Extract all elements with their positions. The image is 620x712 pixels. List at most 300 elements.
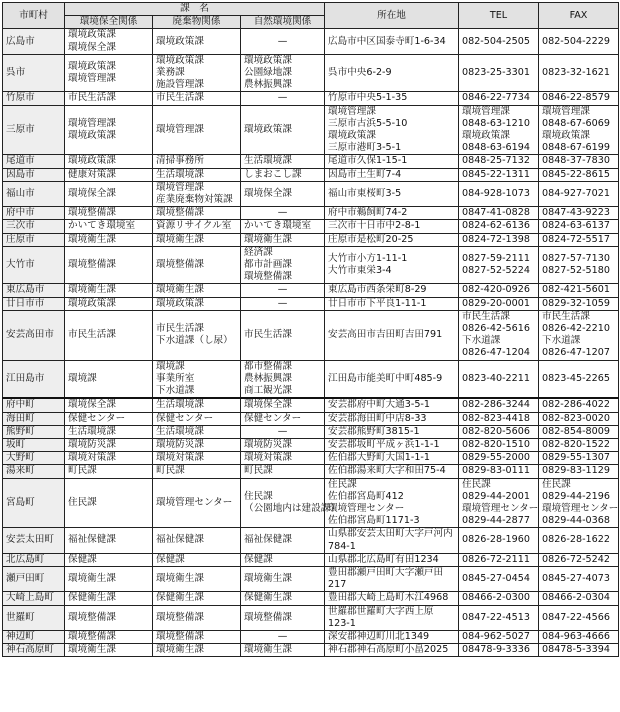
cell-line: 環境整備課 xyxy=(244,611,292,623)
fax-cell xyxy=(539,181,619,206)
nature-cell xyxy=(241,246,325,284)
cell-line: 環境管理課 xyxy=(68,73,116,85)
waste-cell xyxy=(153,92,241,105)
cell-line: 環境整備課 xyxy=(156,207,204,219)
cell-line: 健康対策課 xyxy=(68,168,116,180)
cell-line: 環境衛生課 xyxy=(244,233,292,245)
cell-line: 環境衛生課 xyxy=(156,573,204,585)
table-row xyxy=(3,644,619,657)
cell-line: 下水道課 xyxy=(156,385,195,397)
tel-cell xyxy=(459,528,539,553)
nature-cell xyxy=(241,605,325,630)
table-row xyxy=(3,438,619,451)
address-cell xyxy=(325,360,459,398)
city-cell: 大崎上島町 xyxy=(3,592,65,605)
cell-line: 08478-5-3394 xyxy=(542,644,610,656)
nature-cell xyxy=(241,168,325,181)
cell-line: 安芸郡海田町中店8-33 xyxy=(328,412,427,424)
cell-line: 0845-22-8615 xyxy=(542,168,610,180)
fax-cell xyxy=(539,452,619,465)
nature-cell xyxy=(241,465,325,478)
waste-cell xyxy=(153,207,241,220)
header-tel: TEL xyxy=(459,3,539,29)
env-conservation-cell xyxy=(65,644,153,657)
city-cell: 尾道市 xyxy=(3,155,65,168)
cell-line: 環境政策課 xyxy=(68,29,116,41)
cell-line: 環境課 xyxy=(156,360,185,372)
waste-cell xyxy=(153,284,241,297)
waste-cell xyxy=(153,566,241,591)
nature-cell xyxy=(241,478,340,528)
cell-line: 尾道市久保1-15-1 xyxy=(328,155,408,167)
address-cell xyxy=(325,478,459,528)
nature-cell xyxy=(241,233,325,246)
table-row xyxy=(3,207,619,220)
cell-line: 084-928-1073 xyxy=(462,187,530,199)
cell-line: 環境保全課 xyxy=(68,187,116,199)
cell-line: 環境整備課 xyxy=(68,259,116,271)
cell-line: 082-420-0926 xyxy=(462,284,530,296)
cell-line: 佐伯郡宮島町412 xyxy=(328,490,404,502)
nature-cell xyxy=(241,412,325,425)
cell-line: 環境政策課 xyxy=(68,130,116,142)
office-directory-table xyxy=(2,2,619,657)
cell-line: 廿日市市下平良1-11-1 xyxy=(328,297,427,309)
cell-line: 山県郡安芸太田町大字戸河内784-1 xyxy=(328,528,453,552)
nature-cell xyxy=(241,220,325,233)
cell-line: 保健課 xyxy=(156,553,185,565)
cell-line: 0823-32-1621 xyxy=(542,67,610,79)
cell-line: 環境整備課 xyxy=(68,611,116,623)
env-conservation-cell xyxy=(65,105,153,155)
cell-line: 0845-27-4073 xyxy=(542,573,610,585)
cell-line: 保健課 xyxy=(244,553,273,565)
cell-line: 0826-47-1204 xyxy=(462,347,530,359)
address-cell xyxy=(325,425,459,438)
cell-line: 0829-55-1307 xyxy=(542,452,610,464)
cell-line: 東広島市西条栄町8-29 xyxy=(328,284,427,296)
waste-cell xyxy=(153,528,241,553)
table-row xyxy=(3,246,619,284)
cell-line: 市民生活課 xyxy=(156,323,204,335)
cell-line: 豊田郡大崎上島町木江4968 xyxy=(328,592,449,604)
table-row xyxy=(3,360,619,398)
cell-line: 環境整備課 xyxy=(68,207,116,219)
nature-cell xyxy=(241,105,325,155)
cell-line: 環境衛生課 xyxy=(156,644,204,656)
fax-cell xyxy=(539,233,619,246)
cell-line: 082-504-2505 xyxy=(462,35,530,47)
cell-line: 経済課 xyxy=(244,246,273,258)
address-cell xyxy=(325,465,459,478)
cell-line: 市民生活課 xyxy=(462,310,510,322)
table-row xyxy=(3,566,619,591)
cell-line: 0829-83-0111 xyxy=(462,465,530,477)
cell-line: — xyxy=(277,284,288,296)
tel-cell xyxy=(459,168,539,181)
cell-line: 佐伯郡宮島町1171-3 xyxy=(328,515,420,527)
tel-cell xyxy=(459,297,539,310)
cell-line: 農林振興課 xyxy=(244,372,292,384)
cell-line: 産業廃棄物対策課 xyxy=(156,194,233,206)
tel-cell xyxy=(459,220,539,233)
fax-cell xyxy=(539,220,619,233)
cell-line: 環境政策課 xyxy=(68,155,116,167)
cell-line: — xyxy=(277,92,288,104)
env-conservation-cell xyxy=(65,553,153,566)
nature-cell xyxy=(241,425,325,438)
cell-line: 0824-72-5517 xyxy=(542,233,610,245)
env-conservation-cell xyxy=(65,220,153,233)
address-cell xyxy=(325,630,459,643)
cell-line: 環境対策課 xyxy=(244,452,292,464)
tel-cell xyxy=(459,155,539,168)
city-cell: 瀬戸田町 xyxy=(3,566,65,591)
nature-cell xyxy=(241,310,325,360)
address-cell xyxy=(325,246,459,284)
cell-line: 下水道課 xyxy=(462,335,501,347)
cell-line: 環境対策課 xyxy=(156,452,204,464)
address-cell xyxy=(325,528,459,553)
city-cell: 東広島市 xyxy=(3,284,65,297)
cell-line: （公園地内は建設課） xyxy=(244,502,340,514)
fax-cell xyxy=(539,297,619,310)
fax-cell xyxy=(539,644,619,657)
cell-line: 呉市中央6-2-9 xyxy=(328,67,392,79)
cell-line: 生活環境課 xyxy=(68,425,116,437)
cell-line: 環境衛生課 xyxy=(68,644,116,656)
env-conservation-cell xyxy=(65,425,153,438)
cell-line: 環境管理課 xyxy=(68,117,116,129)
cell-line: — xyxy=(277,630,288,642)
address-cell xyxy=(325,592,459,605)
cell-line: 082-820-1510 xyxy=(462,438,530,450)
waste-cell xyxy=(153,592,241,605)
city-cell: 竹原市 xyxy=(3,92,65,105)
cell-line: 0829-44-2877 xyxy=(462,515,530,527)
address-cell xyxy=(325,220,459,233)
cell-line: 0829-44-2196 xyxy=(542,490,610,502)
cell-line: 安芸高田市吉田町吉田791 xyxy=(328,329,443,341)
env-conservation-cell xyxy=(65,284,153,297)
cell-line: 下水道課 xyxy=(542,335,581,347)
cell-line: 環境政策課 xyxy=(462,130,510,142)
cell-line: 庄原市是松町20-25 xyxy=(328,233,414,245)
nature-cell xyxy=(241,438,325,451)
city-cell: 府中市 xyxy=(3,207,65,220)
address-cell xyxy=(325,452,459,465)
city-cell: 宮島町 xyxy=(3,478,65,528)
fax-cell xyxy=(539,566,619,591)
nature-cell xyxy=(241,207,325,220)
fax-cell xyxy=(539,246,619,284)
env-conservation-cell xyxy=(65,360,153,398)
cell-line: 0845-22-1311 xyxy=(462,168,530,180)
cell-line: 0824-63-6137 xyxy=(542,220,610,232)
table-row xyxy=(3,220,619,233)
cell-line: 0823-25-3301 xyxy=(462,67,530,79)
cell-line: しまおこし課 xyxy=(244,168,302,180)
city-cell: 神辺町 xyxy=(3,630,65,643)
cell-line: 環境整備課 xyxy=(156,611,204,623)
cell-line: 保健課 xyxy=(68,553,97,565)
tel-cell xyxy=(459,644,539,657)
cell-line: 下水道課（し尿） xyxy=(156,335,233,347)
table-row xyxy=(3,54,619,92)
cell-line: 三次市十日市中2-8-1 xyxy=(328,220,421,232)
fax-cell xyxy=(539,412,619,425)
cell-line: 環境整備課 xyxy=(244,271,292,283)
cell-line: 町民課 xyxy=(244,465,273,477)
cell-line: 都市整備課 xyxy=(244,360,292,372)
cell-line: 業務課 xyxy=(156,67,185,79)
cell-line: 商工観光課 xyxy=(244,385,292,397)
nature-cell xyxy=(241,284,325,297)
env-conservation-cell xyxy=(65,438,153,451)
address-cell xyxy=(325,54,459,92)
city-cell: 北広島町 xyxy=(3,553,65,566)
address-cell xyxy=(325,233,459,246)
cell-line: 0826-72-5242 xyxy=(542,553,610,565)
cell-line: 環境政策課 xyxy=(244,123,292,135)
waste-cell xyxy=(153,220,241,233)
waste-cell xyxy=(153,155,241,168)
header-city: 市町村 xyxy=(3,3,65,29)
nature-cell xyxy=(241,297,325,310)
tel-cell xyxy=(459,425,539,438)
cell-line: 福山市東桜町3-5 xyxy=(328,187,402,199)
address-cell xyxy=(325,92,459,105)
header-env-conservation: 環境保全関係 xyxy=(65,16,153,29)
header-waste: 廃棄物関係 xyxy=(153,16,241,29)
cell-line: 住民課 xyxy=(328,478,357,490)
nature-cell xyxy=(241,181,325,206)
fax-cell xyxy=(539,207,619,220)
table-row xyxy=(3,605,619,630)
cell-line: 環境政策課 xyxy=(156,54,204,66)
waste-cell xyxy=(153,398,241,412)
cell-line: 環境衛生課 xyxy=(156,233,204,245)
cell-line: 環境防災課 xyxy=(244,438,292,450)
tel-cell xyxy=(459,412,539,425)
cell-line: 0827-52-5180 xyxy=(542,265,610,277)
cell-line: 082-823-0020 xyxy=(542,412,610,424)
cell-line: 0848-67-6069 xyxy=(542,117,610,129)
waste-cell xyxy=(153,553,241,566)
table-row xyxy=(3,398,619,412)
tel-cell xyxy=(459,181,539,206)
cell-line: 環境整備課 xyxy=(68,630,116,642)
fax-cell xyxy=(539,478,619,528)
cell-line: 0826-28-1960 xyxy=(462,534,530,546)
cell-line: 0827-57-7130 xyxy=(542,252,610,264)
cell-line: 08478-9-3336 xyxy=(462,644,530,656)
cell-line: 環境衛生課 xyxy=(68,233,116,245)
tel-cell xyxy=(459,207,539,220)
cell-line: 生活環境課 xyxy=(156,168,204,180)
city-cell: 安芸太田町 xyxy=(3,528,65,553)
cell-line: 保健センター xyxy=(244,412,302,424)
tel-cell xyxy=(459,92,539,105)
waste-cell xyxy=(153,105,241,155)
cell-line: 環境整備課 xyxy=(156,630,204,642)
cell-line: 082-823-4418 xyxy=(462,412,530,424)
nature-cell xyxy=(241,528,325,553)
env-conservation-cell xyxy=(65,412,153,425)
address-cell xyxy=(325,566,459,591)
table-row xyxy=(3,425,619,438)
cell-line: 福祉保健課 xyxy=(68,534,116,546)
cell-line: 大竹市小方1-11-1 xyxy=(328,252,408,264)
cell-line: 0829-20-0001 xyxy=(462,297,530,309)
cell-line: 環境管理課 xyxy=(328,105,376,117)
waste-cell xyxy=(153,310,241,360)
cell-line: 0847-41-0828 xyxy=(462,207,530,219)
env-conservation-cell xyxy=(65,181,153,206)
cell-line: 市民生活課 xyxy=(156,92,204,104)
cell-line: 深安郡神辺町川北1349 xyxy=(328,630,430,642)
cell-line: 保健センター xyxy=(68,412,126,424)
address-cell xyxy=(325,553,459,566)
cell-line: 山県郡北広島町有田1234 xyxy=(328,553,439,565)
cell-line: 0848-37-7830 xyxy=(542,155,610,167)
cell-line: 環境管理課 xyxy=(156,181,204,193)
waste-cell xyxy=(153,452,241,465)
env-conservation-cell xyxy=(65,92,153,105)
waste-cell xyxy=(153,478,241,528)
city-cell: 呉市 xyxy=(3,54,65,92)
fax-cell xyxy=(539,605,619,630)
cell-line: 安芸郡坂町平成ヶ浜1-1-1 xyxy=(328,438,440,450)
cell-line: 0829-44-0368 xyxy=(542,515,610,527)
fax-cell xyxy=(539,92,619,105)
city-cell: 因島市 xyxy=(3,168,65,181)
cell-line: 082-421-5601 xyxy=(542,284,610,296)
cell-line: 保健衛生課 xyxy=(156,592,204,604)
cell-line: 0847-43-9223 xyxy=(542,207,610,219)
cell-line: 保健衛生課 xyxy=(68,592,116,604)
cell-line: 0824-62-6136 xyxy=(462,220,530,232)
tel-cell xyxy=(459,54,539,92)
cell-line: — xyxy=(277,35,288,47)
address-cell xyxy=(325,605,459,630)
cell-line: — xyxy=(277,207,288,219)
table-row xyxy=(3,297,619,310)
env-conservation-cell xyxy=(65,168,153,181)
cell-line: 清掃事務所 xyxy=(156,155,204,167)
cell-line: 事業所室 xyxy=(156,372,195,384)
env-conservation-cell xyxy=(65,478,153,528)
cell-line: 0829-44-2001 xyxy=(462,490,530,502)
env-conservation-cell xyxy=(65,566,153,591)
city-cell: 廿日市市 xyxy=(3,297,65,310)
city-cell: 広島市 xyxy=(3,29,65,54)
cell-line: 環境衛生課 xyxy=(244,644,292,656)
cell-line: 環境対策課 xyxy=(68,452,116,464)
cell-line: 084-927-7021 xyxy=(542,187,610,199)
table-row xyxy=(3,310,619,360)
cell-line: 大竹市東栄3-4 xyxy=(328,265,392,277)
fax-cell xyxy=(539,360,619,398)
cell-line: 084-963-4666 xyxy=(542,630,610,642)
cell-line: 0823-45-2265 xyxy=(542,372,610,384)
cell-line: 神石郡神石高原町小畠2025 xyxy=(328,644,449,656)
tel-cell xyxy=(459,465,539,478)
city-cell: 福山市 xyxy=(3,181,65,206)
table-row xyxy=(3,452,619,465)
cell-line: 0846-22-7734 xyxy=(462,92,530,104)
env-conservation-cell xyxy=(65,452,153,465)
cell-line: 町民課 xyxy=(156,465,185,477)
cell-line: 0848-67-6199 xyxy=(542,142,610,154)
waste-cell xyxy=(153,644,241,657)
tel-cell xyxy=(459,553,539,566)
header-section-group: 課 名 xyxy=(65,3,325,16)
waste-cell xyxy=(153,29,241,54)
cell-line: 江田島市能美町中町485-9 xyxy=(328,372,443,384)
header-nature: 自然環境関係 xyxy=(241,16,325,29)
env-conservation-cell xyxy=(65,465,153,478)
cell-line: 住民課 xyxy=(542,478,571,490)
nature-cell xyxy=(241,360,325,398)
nature-cell xyxy=(241,644,325,657)
cell-line: 0829-32-1059 xyxy=(542,297,610,309)
cell-line: 環境管理課 xyxy=(156,123,204,135)
cell-line: 環境管理センター xyxy=(328,502,405,514)
cell-line: 0847-22-4513 xyxy=(462,611,530,623)
cell-line: 環境政策課 xyxy=(156,35,204,47)
cell-line: 082-820-1522 xyxy=(542,438,610,450)
waste-cell xyxy=(153,233,241,246)
table-row xyxy=(3,553,619,566)
cell-line: 生活環境課 xyxy=(244,155,292,167)
table-body xyxy=(3,29,619,657)
cell-line: 都市計画課 xyxy=(244,259,292,271)
cell-line: 環境政策課 xyxy=(68,297,116,309)
tel-cell xyxy=(459,438,539,451)
city-cell: 世羅町 xyxy=(3,605,65,630)
cell-line: 市民生活課 xyxy=(68,329,116,341)
table-row xyxy=(3,105,619,155)
cell-line: 0826-72-2111 xyxy=(462,553,530,565)
cell-line: 環境政策課 xyxy=(156,297,204,309)
tel-cell xyxy=(459,452,539,465)
cell-line: 0827-59-2111 xyxy=(462,252,530,264)
env-conservation-cell xyxy=(65,29,153,54)
cell-line: 0829-83-1129 xyxy=(542,465,610,477)
cell-line: 環境防災課 xyxy=(68,438,116,450)
cell-line: 環境管理センター xyxy=(156,496,233,508)
cell-line: 公園緑地課 xyxy=(244,67,292,79)
waste-cell xyxy=(153,425,241,438)
env-conservation-cell xyxy=(65,207,153,220)
cell-line: 生活環境課 xyxy=(156,425,204,437)
cell-line: 市民生活課 xyxy=(542,310,590,322)
city-cell: 熊野町 xyxy=(3,425,65,438)
city-cell: 江田島市 xyxy=(3,360,65,398)
cell-line: 環境衛生課 xyxy=(244,573,292,585)
cell-line: 082-820-5606 xyxy=(462,425,530,437)
cell-line: 安芸郡府中町大通3-5-1 xyxy=(328,399,430,411)
cell-line: 環境課 xyxy=(68,372,97,384)
nature-cell xyxy=(241,553,325,566)
address-cell xyxy=(325,284,459,297)
address-cell xyxy=(325,297,459,310)
waste-cell xyxy=(153,412,241,425)
tel-cell xyxy=(459,360,539,398)
cell-line: 環境政策課 xyxy=(328,130,376,142)
cell-line: 住民課 xyxy=(462,478,491,490)
